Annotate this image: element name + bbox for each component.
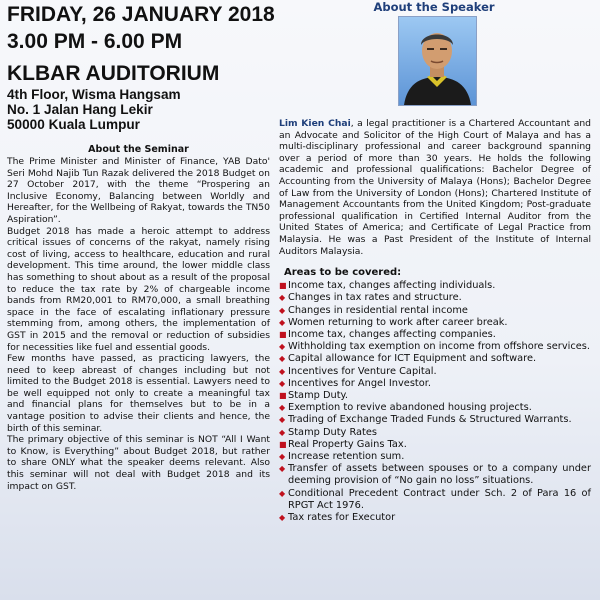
bullet-diamond-icon: ◆ bbox=[279, 488, 286, 498]
list-item-text: Changes in tax rates and structure. bbox=[288, 292, 462, 304]
speaker-portrait-icon bbox=[398, 16, 477, 106]
list-item-text: Incentives for Angel Investor. bbox=[288, 377, 432, 389]
bullet-square-icon: ■ bbox=[279, 329, 287, 339]
areas-heading: Areas to be covered: bbox=[284, 267, 402, 279]
bullet-diamond-icon: ◆ bbox=[279, 415, 286, 425]
seminar-paragraph: The Prime Minister and Minister of Finance, YAB Dato' Seri Mohd Najib Tun Razak delivered the 2018 Budget on 27 October 2017, with the theme “Prospering an Inclusive Economy, Balancing between Worldly and Hereafter, for the Wellbeing of Rakyat, towards the TN50 Aspiration”. bbox=[7, 156, 270, 225]
list-item bbox=[279, 341, 591, 353]
bullet-diamond-icon: ◆ bbox=[279, 317, 286, 327]
list-item-text: Women returning to work after career break. bbox=[288, 316, 508, 328]
list-item-text: Stamp Duty Rates bbox=[288, 426, 378, 438]
list-item bbox=[279, 427, 591, 439]
speaker-column bbox=[279, 0, 591, 524]
venue-address-line: 4th Floor, Wisma Hangsam bbox=[7, 87, 181, 102]
list-item-text: Increase retention sum. bbox=[288, 450, 405, 462]
event-column bbox=[7, 2, 275, 492]
list-item-text: Changes in residential rental income bbox=[288, 304, 468, 316]
bullet-diamond-icon: ◆ bbox=[279, 512, 286, 522]
list-item bbox=[279, 512, 591, 524]
speaker-name: Lim Kien Chai bbox=[279, 118, 351, 129]
venue-address-line: No. 1 Jalan Hang Lekir bbox=[7, 102, 153, 117]
areas-list bbox=[279, 280, 591, 524]
venue-address-line: 50000 Kuala Lumpur bbox=[7, 117, 140, 132]
list-item-text: Trading of Exchange Traded Funds & Structured Warrants. bbox=[288, 414, 572, 426]
list-item bbox=[279, 390, 591, 402]
list-item-text: Income tax, changes affecting companies. bbox=[288, 328, 496, 340]
seminar-paragraph: The primary objective of this seminar is NOT “All I Want to Know, is Everything” about Budget 2018, but rather to share ONLY what the speaker deems relevant. Also this seminar will not deal with Budget 2018 and its impact on GST. bbox=[7, 434, 270, 492]
list-item bbox=[279, 292, 591, 304]
event-venue: KLBAR AUDITORIUM bbox=[7, 62, 220, 85]
list-item bbox=[279, 280, 591, 292]
seminar-heading: About the Seminar bbox=[88, 144, 189, 155]
list-item bbox=[279, 414, 591, 426]
bullet-diamond-icon: ◆ bbox=[279, 464, 286, 474]
bullet-diamond-icon: ◆ bbox=[279, 451, 286, 461]
list-item bbox=[279, 329, 591, 341]
bullet-square-icon: ■ bbox=[279, 281, 287, 291]
list-item-text: Incentives for Venture Capital. bbox=[288, 365, 437, 377]
list-item-text: Withholding tax exemption on income from offshore services. bbox=[288, 341, 590, 353]
event-date: FRIDAY, 26 JANUARY 2018 bbox=[7, 3, 275, 26]
speaker-bio bbox=[279, 118, 591, 257]
list-item bbox=[279, 353, 591, 365]
speaker-heading: About the Speaker bbox=[373, 0, 495, 14]
bullet-diamond-icon: ◆ bbox=[279, 366, 286, 376]
bullet-diamond-icon: ◆ bbox=[279, 293, 286, 303]
list-item-text: Capital allowance for ICT Equipment and software. bbox=[288, 353, 537, 365]
seminar-paragraph: Budget 2018 has made a heroic attempt to address critical issues of concerns of the rakyat, namely rising cost of living, access to healthcare, education and rural development. This time around, the lower middle class has something to shout about as a result of the proposal to reduce the tax rate by 2% of chargeable income bands from RM20,001 to RM70,000, a small breathing space in the face of escalating inflationary pressure stemming from, among others, the implementation of GST in 2015 and the removal or reduction of subsidies for necessities like fuel and essential goods. bbox=[7, 225, 270, 353]
list-item bbox=[279, 402, 591, 414]
list-item bbox=[279, 463, 591, 487]
bullet-diamond-icon: ◆ bbox=[279, 403, 286, 413]
list-item-text: Conditional Precedent Contract under Sch. 2 of Para 16 of RPGT Act 1976. bbox=[288, 487, 591, 511]
bullet-diamond-icon: ◆ bbox=[279, 342, 286, 352]
list-item bbox=[279, 378, 591, 390]
bullet-square-icon: ■ bbox=[279, 390, 287, 400]
list-item-text: Tax rates for Executor bbox=[288, 511, 396, 523]
bullet-square-icon: ■ bbox=[279, 439, 287, 449]
seminar-paragraph: Few months have passed, as practicing lawyers, the need to keep abreast of changes including but not limited to the Budget 2018 is essential. Lawyers need to be well equipped not only to create a meaningful tax and financial plans for themselves but to be in a vantage position to advise their clients and hence, the birth of this seminar. bbox=[7, 353, 270, 434]
list-item bbox=[279, 305, 591, 317]
speaker-portrait-svg bbox=[399, 17, 476, 105]
list-item-text: Income tax, changes affecting individuals. bbox=[288, 280, 496, 292]
bullet-diamond-icon: ◆ bbox=[279, 427, 286, 437]
bullet-diamond-icon: ◆ bbox=[279, 354, 286, 364]
bullet-diamond-icon: ◆ bbox=[279, 305, 286, 315]
bullet-diamond-icon: ◆ bbox=[279, 378, 286, 388]
list-item-text: Exemption to revive abandoned housing projects. bbox=[288, 402, 532, 414]
list-item bbox=[279, 439, 591, 451]
list-item-text: Transfer of assets between spouses or to a company under deeming provision of “No gain no loss” situations. bbox=[288, 463, 591, 487]
list-item bbox=[279, 317, 591, 329]
list-item-text: Real Property Gains Tax. bbox=[288, 438, 407, 450]
list-item bbox=[279, 451, 591, 463]
event-time: 3.00 PM - 6.00 PM bbox=[7, 30, 183, 53]
speaker-bio-text: , a legal practitioner is a Chartered Accountant and an Advocate and Solicitor of the High Court of Malaya and has a multi-disciplinary professional and career background spanning over a period of more than 30 years. He holds the following academic and professional qualifications: Bachelor Degree of Accounting from the University of Malaya (Hons); Bachelor Degree of Law from the University of London (Hons); Chartered Institute of Management Accountants from the United Kingdom; Post-graduate professional qualification in Certified Internal Auditor from the United States of America; and Certificate of Legal Practice from Malaysia. He was a Past President of the Institute of Internal Auditors Malaysia. bbox=[279, 118, 591, 257]
list-item-text: Stamp Duty. bbox=[288, 389, 349, 401]
list-item bbox=[279, 366, 591, 378]
list-item bbox=[279, 488, 591, 512]
